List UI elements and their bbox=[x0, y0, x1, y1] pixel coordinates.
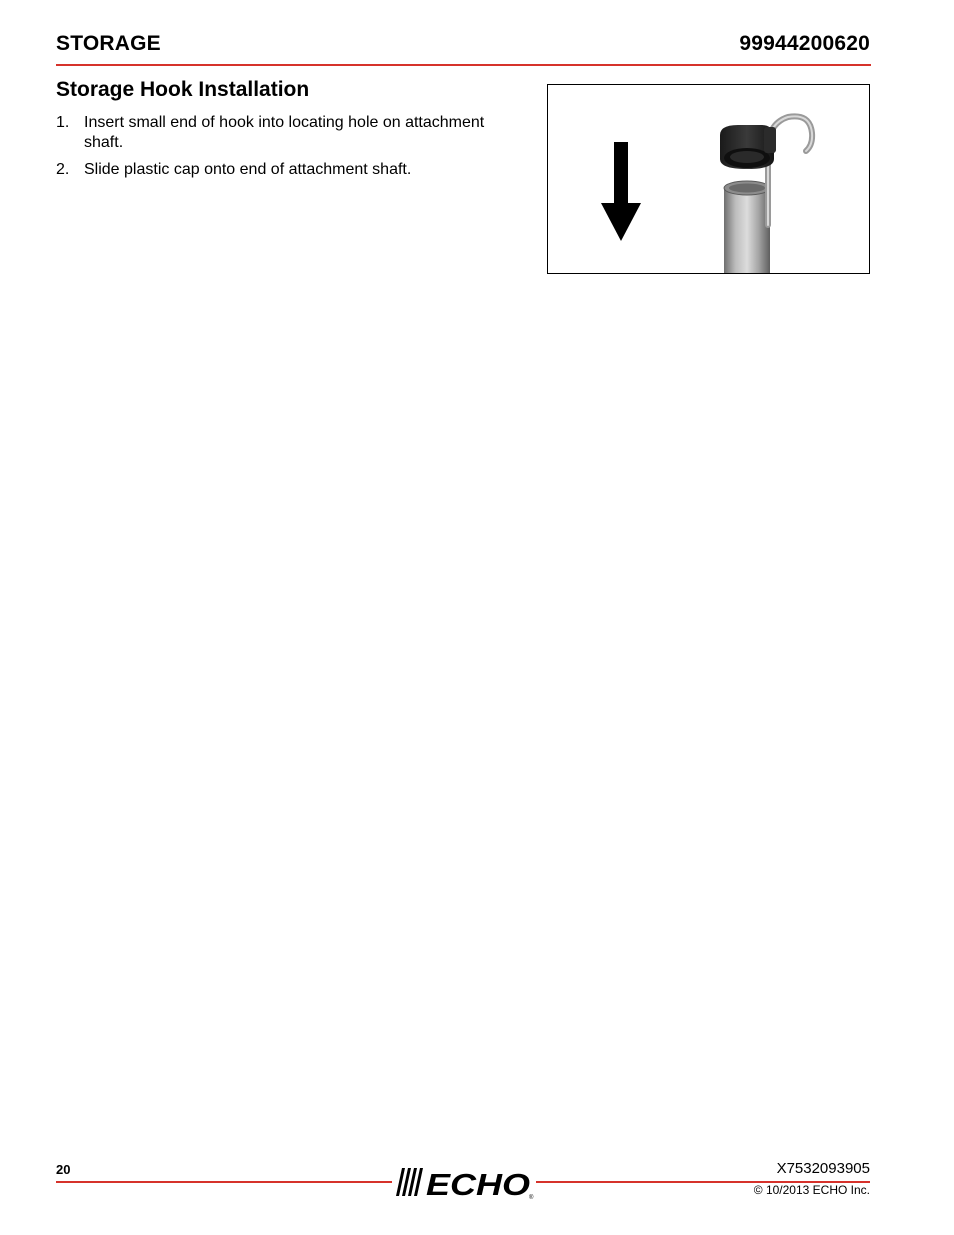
plastic-cap bbox=[720, 125, 776, 169]
footer-divider-left bbox=[56, 1181, 392, 1183]
section-heading: STORAGE bbox=[56, 32, 161, 55]
down-arrow-icon bbox=[601, 142, 641, 241]
page-title: Storage Hook Installation bbox=[56, 78, 310, 101]
list-item bbox=[56, 160, 526, 180]
step-text: Slide plastic cap onto end of attachment shaft. bbox=[84, 161, 412, 178]
hook-photo-illustration bbox=[548, 85, 869, 273]
hook-installation-figure bbox=[547, 84, 870, 274]
step-text: Insert small end of hook into locating hole on attachment shaft. bbox=[84, 114, 485, 151]
list-item bbox=[56, 113, 526, 153]
svg-text:®: ® bbox=[529, 1195, 534, 1200]
copyright-notice: © 10/2013 ECHO Inc. bbox=[753, 1183, 870, 1197]
logo-wordmark: ECHO bbox=[426, 1167, 530, 1200]
echo-logo-mark bbox=[392, 1166, 538, 1200]
header-divider bbox=[56, 64, 871, 66]
echo-logo bbox=[392, 1166, 538, 1200]
instruction-list bbox=[56, 113, 526, 187]
page-number: 20 bbox=[56, 1162, 71, 1177]
part-number: 99944200620 bbox=[739, 32, 870, 55]
document-code: X7532093905 bbox=[776, 1160, 870, 1177]
attachment-shaft bbox=[724, 181, 770, 273]
step-number: 2. bbox=[56, 161, 70, 178]
step-number: 1. bbox=[56, 114, 70, 131]
